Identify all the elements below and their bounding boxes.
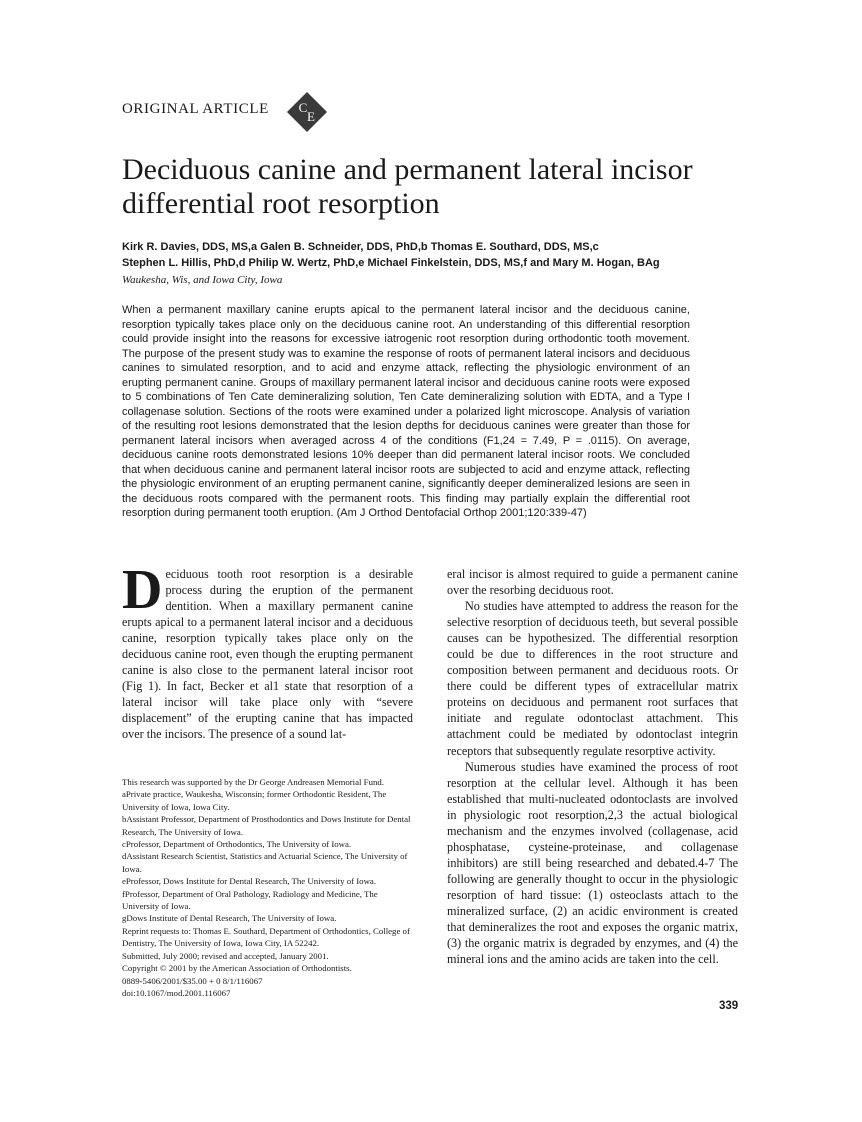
footnote: aPrivate practice, Waukesha, Wisconsin; former Orthodontic Resident, The University of Iowa, Iowa City.	[122, 789, 387, 812]
footnote: doi:10.1067/mod.2001.116067	[122, 987, 231, 998]
ce-badge-bottom: E	[307, 109, 315, 124]
footnote: This research was supported by the Dr George Andreasen Memorial Fund.	[122, 777, 384, 787]
section-label: ORIGINAL ARTICLE	[122, 101, 269, 117]
affiliation: Waukesha, Wis, and Iowa City, Iowa	[122, 274, 283, 286]
footnote: dAssistant Research Scientist, Statistics and Actuarial Science, The University of Iowa.	[122, 851, 408, 874]
body-paragraph-1: eral incisor is almost required to guide a permanent canine over the resorbing deciduous root.	[447, 567, 738, 598]
authors-line-2: Stephen L. Hillis, PhD,d Philip W. Wertz, PhD,e Michael Finkelstein, DDS, MS,f and Mary M. Hogan, BAg	[122, 257, 660, 269]
footnote: eProfessor, Dows Institute for Dental Research, The University of Iowa.	[122, 876, 377, 887]
page-number: 339	[719, 1000, 739, 1012]
body-column-right	[447, 566, 738, 967]
intro-text: eciduous tooth root resorption is a desirable process during the eruption of the permanent dentition. When a maxillary permanent canine erupts apical to a permanent lateral incisor and a deciduous canine, resorption typically takes place only on the deciduous canine root, even though the erupting permanent canine is also close to the permanent lateral incisor root (Fig 1). In fact, Becker et al1 state that resorption of a lateral incisor will take place only with “severe displacement” of the erupting canine that has impacted over the incisors. The presence of a sound lat-	[122, 567, 413, 742]
footnote: 0889-5406/2001/$35.00 + 0 8/1/116067	[122, 975, 263, 986]
abstract: When a permanent maxillary canine erupts apical to the permanent lateral incisor and the deciduous canine, resorption typically takes place only on the deciduous canine root. An understanding of this differential resorption could provide insight into the reasons for excessive iatrogenic root resorption during orthodontic tooth movement. The purpose of the present study was to examine the response of roots of permanent lateral incisors and deciduous canines to simulated resorption, and to acid and enzyme attack, reflecting the physiologic environment of an erupting permanent canine. Groups of maxillary permanent lateral incisor and deciduous canine roots were exposed to 5 combinations of Ten Cate demineralizing solution, Ten Cate demineralizing solution with EDTA, and a Type I collagenase solution. Sections of the roots were examined under a polarized light microscope. Analysis of variation of the resulting root lesions demonstrated that the lesion depths for deciduous canines were greater than those for permanent lateral incisors when averaged across 4 of the conditions (F1,24 = 7.49, P = .0115). On average, deciduous canine roots demonstrated lesions 10% deeper than did permanent lateral incisor roots. We concluded that when deciduous canine and permanent lateral incisor roots are subjected to acid and enzyme attack, reflecting the physiologic environment of an erupting permanent canine, significantly deeper demineralized lesions are seen in the deciduous roots compared with the permanent roots. This finding may partially explain the differential root resorption during permanent tooth eruption. (Am J Orthod Dentofacial Orthop 2001;120:339-47)	[122, 304, 690, 519]
footnotes	[122, 776, 416, 999]
footnote: Reprint requests to: Thomas E. Southard, Department of Orthodontics, College of Dentistry, The University of Iowa, Iowa City, IA 52242.	[122, 925, 410, 949]
body-paragraph-3: Numerous studies have examined the process of root resorption at the cellular level. Although it has been established that multi-nucleated odontoclasts are involved in physiologic root resorption,2,3 the actual biological mechanism and the enzymes involved (collagenase, acid phosphatase, cysteine-proteinase, and collagenase inhibitors) are still being researched and debated.4-7 The following are generally thought to occur in the physiologic resorption of hard tissue: (1) osteoclasts attach to the mineralized surface, (2) an acidic environment is created that demineralizes the root and exposes the organic matrix, (3) the organic matrix is degraded by enzymes, and (4) the mineral ions and the amino acids are taken into the cell.	[447, 759, 738, 967]
footnote: fProfessor, Department of Oral Pathology, Radiology and Medicine, The University of Iowa.	[122, 888, 378, 912]
authors	[122, 239, 762, 271]
intro-paragraph	[122, 559, 413, 743]
article-title: Deciduous canine and permanent lateral incisor differential root resorption	[122, 153, 693, 220]
ce-badge-top: C	[298, 100, 308, 115]
footnote: gDows Institute of Dental Research, The University of Iowa.	[122, 913, 337, 924]
drop-cap: D	[122, 559, 163, 621]
footnote: bAssistant Professor, Department of Prosthodontics and Dows Institute for Dental Research, The University of Iowa.	[122, 814, 411, 837]
body-paragraph-2: No studies have attempted to address the reason for the selective resorption of deciduous teeth, but several possible causes can be hypothesized. The differential resorption could be due to differences in the root structure and composition between permanent and deciduous roots. Or there could be different types of extracellular matrix proteins on deciduous and permanent root surfaces that initiate and regulate odontoclast attachment. This attachment could be mediated by odontoclast integrin receptors that subsequently regulate resorptive activity.	[447, 599, 738, 758]
footnote: Copyright © 2001 by the American Association of Orthodontists.	[122, 963, 352, 974]
ce-badge-icon	[286, 91, 328, 133]
footnote: Submitted, July 2000; revised and accepted, January 2001.	[122, 950, 329, 961]
authors-line-1: Kirk R. Davies, DDS, MS,a Galen B. Schneider, DDS, PhD,b Thomas E. Southard, DDS, MS,c	[122, 241, 599, 253]
footnote: cProfessor, Department of Orthodontics, The University of Iowa.	[122, 839, 352, 850]
body-column-left	[122, 559, 413, 743]
